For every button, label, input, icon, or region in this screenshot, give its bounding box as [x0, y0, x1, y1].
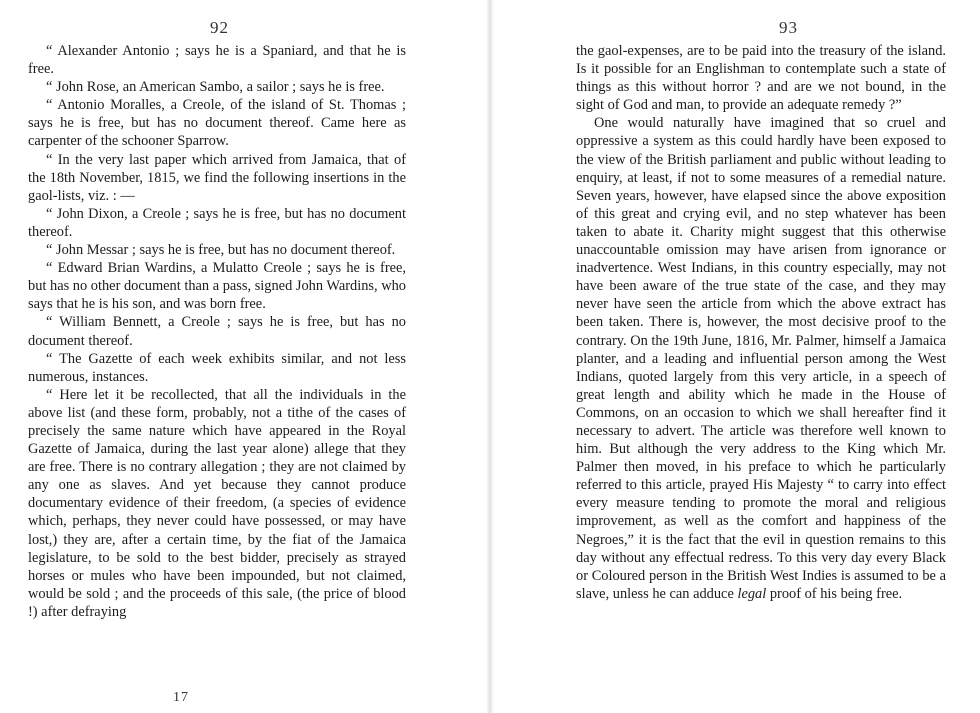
paragraph: “ John Dixon, a Creole ; says he is free, but has no document thereof.: [28, 205, 406, 240]
paragraph: “ In the very last paper which arrived from Jamaica, that of the 18th November, 1815, we find the following insertions in the gaol-lists, viz. : —: [28, 151, 406, 204]
paragraph: “ The Gazette of each week exhibits similar, and not less numerous, instances.: [28, 350, 406, 385]
paragraph: “ William Bennett, a Creole ; says he is free, but has no document thereof.: [28, 314, 406, 349]
paragraph: “ Here let it be recollected, that all the individuals in the above list (and these form, probably, not a tithe of the cases of precisely the same nature which have appeared in the Royal Gazette of Jamaica, during the last year alone) allege that they are free. There is no contrary allegation ; they are not claimed by any one as slaves. And yet because they cannot produce documentary evidence of their freedom, (a species of evidence which, perhaps, they never could have possessed, or may have lost,) they are, after a certain time, by the fiat of the Jamaica legislature, to be sold to the best bidder, precisely as strayed horses or mules who have been impounded, but not claimed, would be sold ; and the proceeds of this sale, (the price of blood !) after defraying: [28, 386, 406, 620]
paragraph: [576, 114, 946, 603]
paragraph: “ Antonio Moralles, a Creole, of the island of St. Thomas ; says he is free, but has no document thereof. Came here as carpenter of the schooner Sparrow.: [28, 97, 406, 150]
italic-word: legal: [737, 585, 767, 602]
page-number-right: 93: [779, 18, 798, 37]
paragraph: the gaol-expenses, are to be paid into the treasury of the island. Is it possible for an Englishman to contemplate such a state of things as this without horror ? and are we not bound, in the sight of God and man, to provide an adequate remedy ?”: [576, 43, 946, 114]
paragraph-main-text: One would naturally have imagined that so cruel and oppressive a system as this could hardly have been exposed to the view of the British parliament and public without leading to enquiry, at least, if not to some measures of a remedial nature. Seven years, however, have elapsed since the above exposition of this great and crying evil, and no step whatever has been taken to abate it. Charity might suggest that this otherwise unaccountable omission may have arisen from ignorance or inadvertence. West Indians, in this country especially, may not have been aware of the true state of the case, and they may never have seen the article from which the above extract has been taken. There is, however, the most decisive proof to the contrary. On the 19th June, 1816, Mr. Palmer, himself a Jamaica planter, and a leading and influential person among the West Indians, quoted largely from this very article, in a speech of great length and ability which he made in the House of Commons, on an occasion to which we shall hereafter find it necessary to advert. The article was therefore well known to him. But although the very address to the King which Mr. Palmer then moved, in his preface to which he particularly referred to this article, prayed His Majesty “ to carry into effect every measure tending to promote the moral and religious improvement, as well as the comfort and happiness of the Negroes,” it is the fact that the evil in question remains to this day without any effectual redress. To this very day every Black or Coloured person in the British West Indies is assumed to be a slave, unless he can adduce: [576, 115, 946, 602]
paragraph: “ John Rose, an American Sambo, a sailor ; says he is free.: [46, 79, 385, 96]
paragraph: “ Edward Brian Wardins, a Mulatto Creole ; says he is free, but has no other document than a pass, signed John Wardins, who says that he is his son, and was born free.: [28, 260, 406, 313]
paragraph: “ John Messar ; says he is free, but has no document thereof.: [46, 242, 396, 259]
paragraph: “ Alexander Antonio ; says he is a Spaniard, and that he is free.: [28, 43, 406, 78]
signature-mark: 17: [173, 690, 189, 705]
page-number-left: 92: [210, 18, 229, 37]
paragraph-end-text: proof of his being free.: [769, 585, 903, 602]
right-page: [490, 0, 980, 713]
right-page-text: [576, 42, 946, 603]
left-page-text: [28, 42, 406, 621]
